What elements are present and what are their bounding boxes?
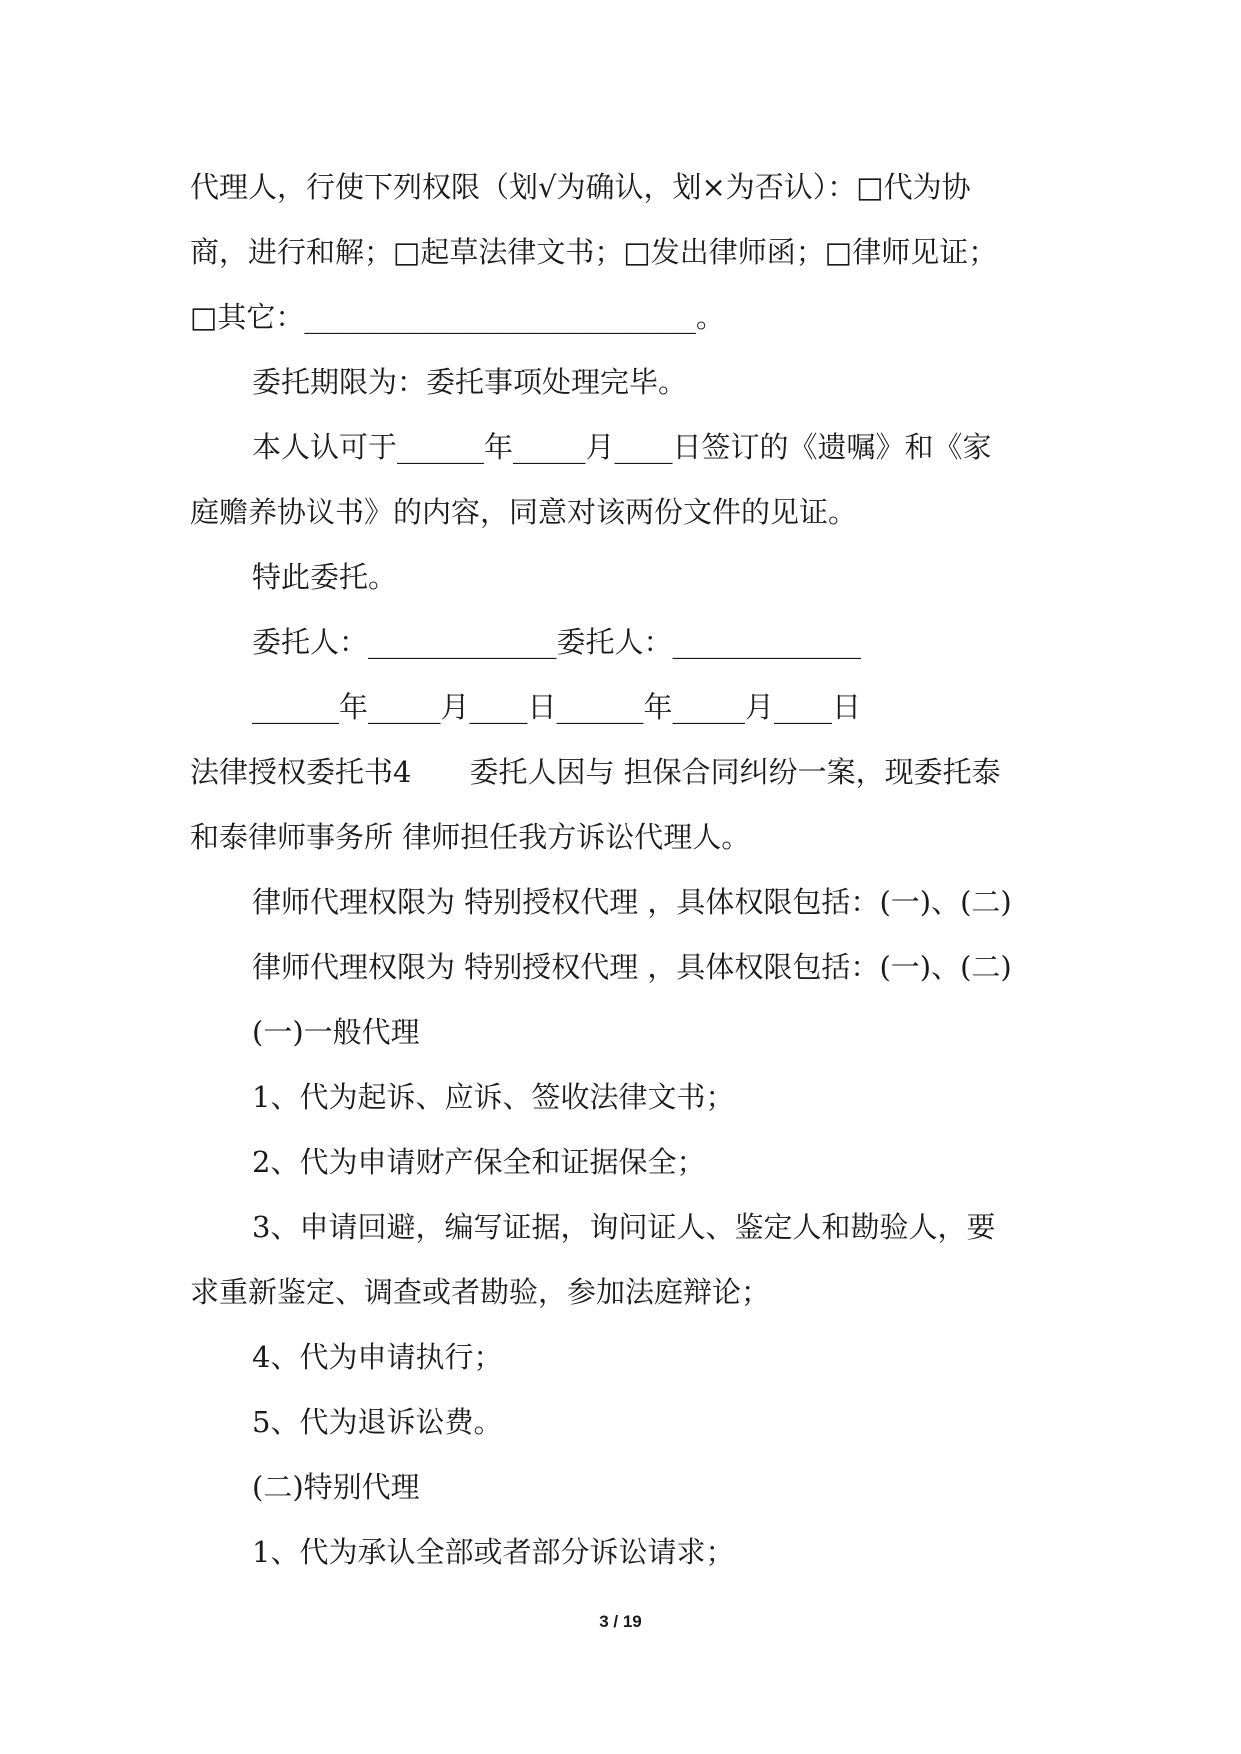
- paragraph-line: 律师代理权限为 特别授权代理 ，具体权限包括：(一)、(二): [252, 950, 1012, 984]
- list-item: 3、申请回避，编写证据，询问证人、鉴定人和勘验人，要: [252, 1210, 996, 1244]
- paragraph-line: 商，进行和解；□起草法律文书；□发出律师函；□律师见证；: [190, 235, 998, 269]
- document-body: [190, 155, 1065, 1585]
- paragraph-line: □其它：___________________________。: [190, 300, 725, 334]
- date-line: ______年_____月____日______年_____月____日: [252, 690, 862, 724]
- page-number: 3 / 19: [599, 1612, 642, 1631]
- paragraph-line: 委托期限为：委托事项处理完毕。: [252, 365, 688, 399]
- signature-line: 委托人：_____________委托人：_____________: [252, 625, 862, 659]
- paragraph-line: 庭赡养协议书》的内容，同意对该两份文件的见证。: [190, 495, 858, 529]
- paragraph-line: 代理人，行使下列权限（划√为确认，划×为否认）：□代为协: [190, 170, 971, 204]
- paragraph-line: 本人认可于______年_____月____日签订的《遗嘱》和《家: [252, 430, 992, 464]
- paragraph-line: 特此委托。: [252, 560, 398, 594]
- list-item: 1、代为起诉、应诉、签收法律文书；: [252, 1080, 735, 1114]
- list-item: 1、代为承认全部或者部分诉讼请求；: [252, 1535, 735, 1569]
- list-item-continuation: 求重新鉴定、调查或者勘验，参加法庭辩论；: [190, 1275, 771, 1309]
- list-item: 5、代为退诉讼费。: [252, 1405, 503, 1439]
- list-item: 4、代为申请执行；: [252, 1340, 503, 1374]
- section-heading-line: 法律授权委托书4 委托人因与 担保合同纠纷一案，现委托泰: [190, 755, 1001, 789]
- paragraph-line: 和泰律师事务所 律师担任我方诉讼代理人。: [190, 820, 751, 854]
- list-item: 2、代为申请财产保全和证据保全；: [252, 1145, 706, 1179]
- paragraph-line: 律师代理权限为 特别授权代理 ，具体权限包括：(一)、(二): [252, 885, 1012, 919]
- list-heading: (二)特别代理: [252, 1470, 420, 1504]
- list-heading: (一)一般代理: [252, 1015, 420, 1049]
